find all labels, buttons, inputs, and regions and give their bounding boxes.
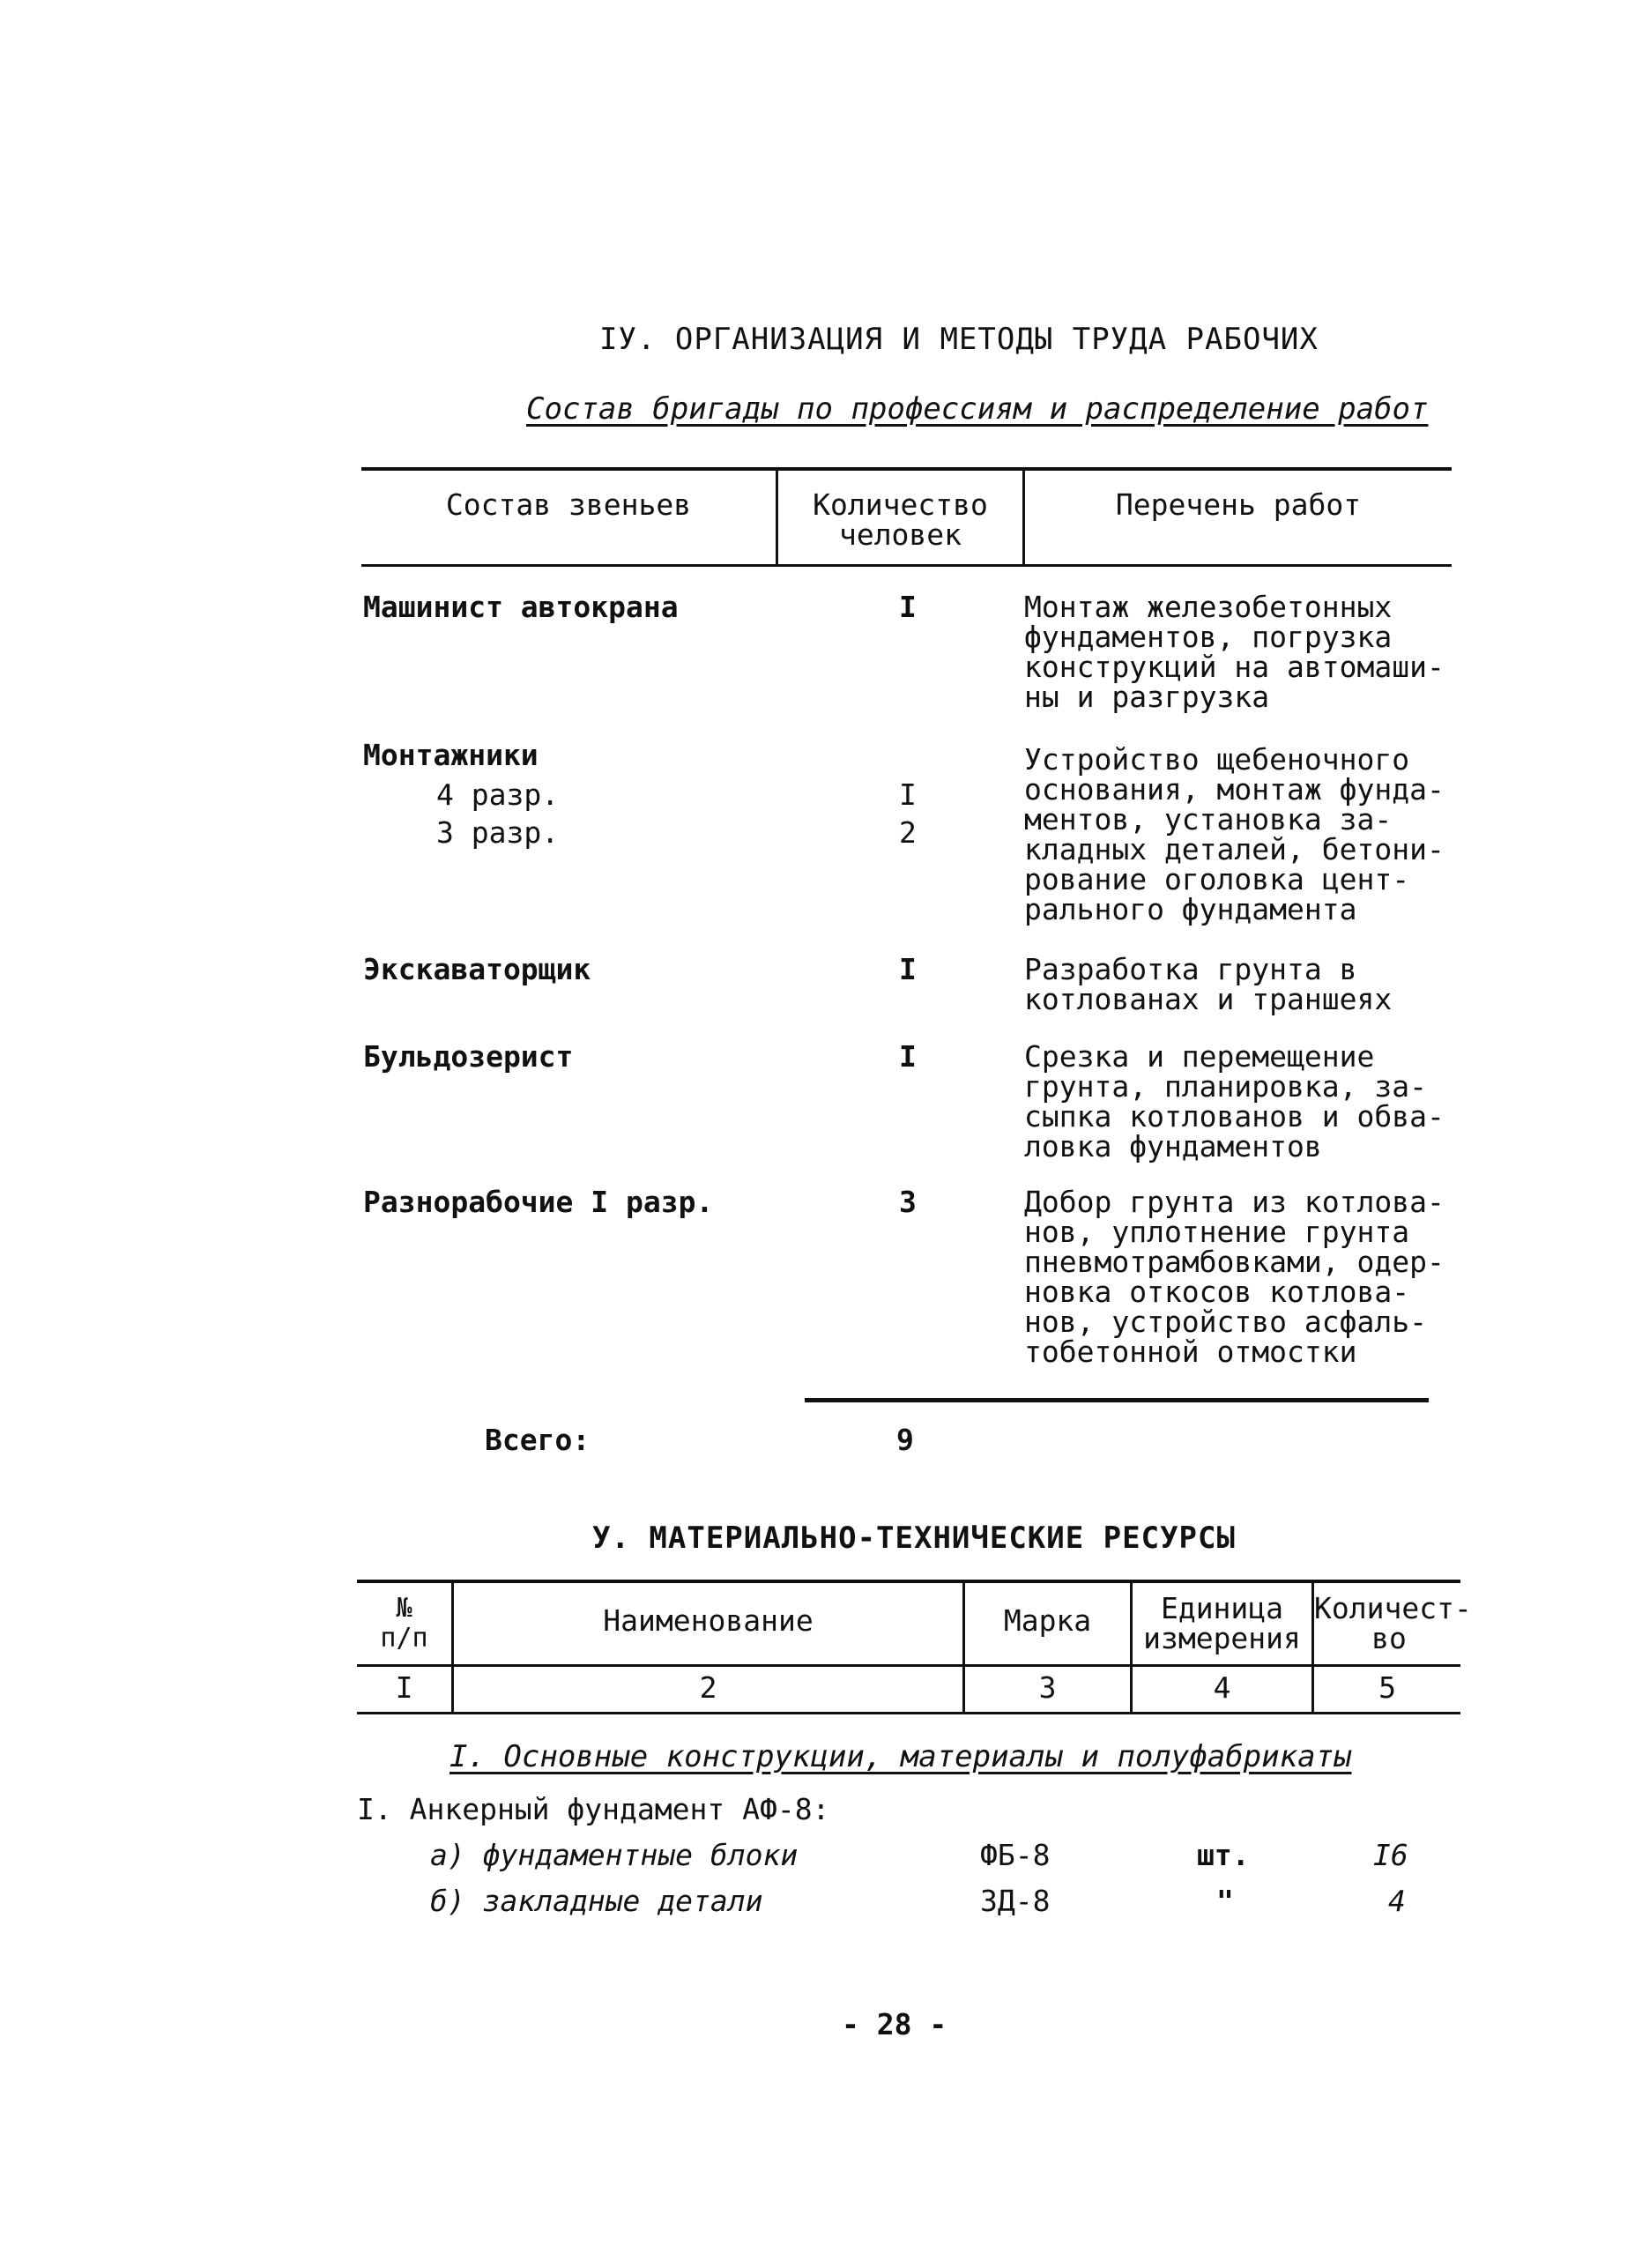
total-value: 9 xyxy=(896,1423,914,1457)
table-header-rule xyxy=(361,564,1452,567)
column-number: I xyxy=(395,1670,413,1705)
group-title: I. Основные конструкции, материалы и полуфабрикаты xyxy=(450,1739,1352,1774)
row-count: 3 xyxy=(899,1185,917,1219)
table-top-rule xyxy=(361,467,1452,471)
total-rule xyxy=(805,1398,1429,1402)
header-number: № п/п xyxy=(380,1593,428,1654)
header-composition: Состав звеньев xyxy=(445,487,692,522)
item-qty: 4 xyxy=(1388,1884,1406,1918)
item-unit: шт. xyxy=(1197,1838,1250,1872)
item-title: I. Анкерный фундамент АФ-8: xyxy=(357,1792,830,1826)
row-works: Монтаж железобетонных фундаментов, погрузка конструкций на автомаши- ны и разгрузка xyxy=(1024,590,1445,714)
row-name: Машинист автокрана xyxy=(363,590,679,624)
row-name: Монтажники xyxy=(363,738,539,772)
row-subgrade: 3 разр. xyxy=(436,815,560,850)
row-count: I xyxy=(899,1039,917,1074)
row-works: Устройство щебеночного основания, монтаж фунда- ментов, установка за- кладных деталей, бетони- рование оголовка цент- рального фундамента xyxy=(1024,742,1445,926)
column-number: 4 xyxy=(1213,1670,1231,1705)
header-name: Наименование xyxy=(603,1603,814,1638)
item-name: а) фундаментные блоки xyxy=(430,1838,799,1872)
row-works: Разработка грунта в котлованах и траншеях xyxy=(1024,952,1393,1016)
row-works: Добор грунта из котлова- нов, уплотнение грунта пневмотрамбовками, одер- новка откосов котлова- нов, устройство асфаль- тобетонной отмостки xyxy=(1024,1185,1445,1369)
total-label: Всего: xyxy=(485,1423,591,1457)
row-name: Разнорабочие I разр. xyxy=(363,1185,714,1219)
item-mark: ФБ-8 xyxy=(980,1838,1051,1872)
item-unit: " xyxy=(1216,1884,1234,1918)
header-works: Перечень работ xyxy=(1115,487,1362,522)
section-5-title: У. МАТЕРИАЛЬНО-ТЕХНИЧЕСКИЕ РЕСУРСЫ xyxy=(592,1521,1236,1556)
row-count: I xyxy=(899,777,917,812)
row-count: 2 xyxy=(899,815,917,850)
row-works: Срезка и перемещение грунта, планировка, за- сыпка котлованов и обва- ловка фундаментов xyxy=(1024,1039,1445,1164)
row-name: Экскаваторщик xyxy=(363,952,591,986)
section-4-subtitle: Состав бригады по профессиям и распределение работ xyxy=(526,391,1429,427)
header-quantity: Количест- во xyxy=(1314,1591,1472,1655)
page-number: - 28 - xyxy=(842,2007,947,2041)
resources-numbers-rule xyxy=(357,1712,1460,1714)
row-name: Бульдозерист xyxy=(363,1039,574,1074)
row-count: I xyxy=(899,590,917,624)
resources-top-rule xyxy=(357,1580,1460,1583)
header-count: Количество человек xyxy=(813,487,988,552)
header-unit: Единица измерения xyxy=(1143,1591,1301,1655)
column-number: 5 xyxy=(1378,1670,1396,1705)
column-number: 2 xyxy=(699,1670,717,1705)
item-mark: ЗД-8 xyxy=(980,1884,1051,1918)
column-number: 3 xyxy=(1038,1670,1057,1705)
item-name: б) закладные детали xyxy=(430,1884,763,1918)
item-qty: I6 xyxy=(1373,1838,1408,1872)
header-mark: Марка xyxy=(1003,1603,1092,1638)
section-4-title: IУ. ОРГАНИЗАЦИЯ И МЕТОДЫ ТРУДА РАБОЧИХ xyxy=(599,322,1319,357)
row-subgrade: 4 разр. xyxy=(436,777,560,812)
row-count: I xyxy=(899,952,917,986)
resources-header-rule xyxy=(357,1664,1460,1667)
